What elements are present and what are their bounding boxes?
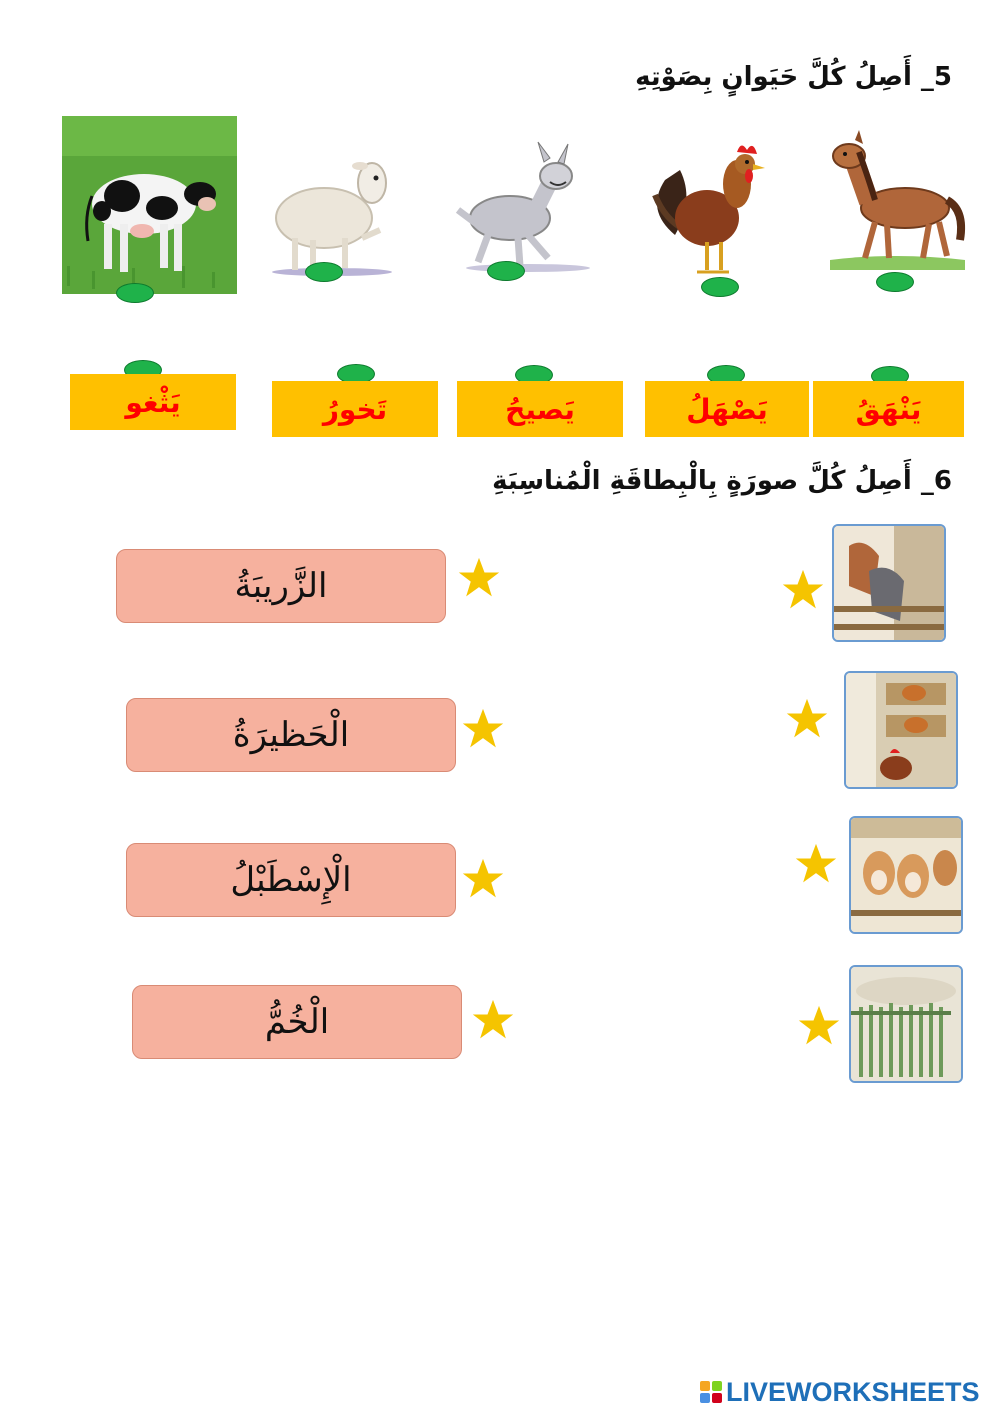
exercise6-title: 6_ أَصِلُ كُلَّ صورَةٍ بِالْبِطاقَةِ الْمُناسِبَةِ — [492, 466, 952, 496]
donkey-image — [448, 140, 598, 275]
place-label: الْحَظيرَةُ — [232, 715, 350, 755]
liveworksheets-logo[interactable] — [700, 1377, 980, 1407]
star-icon[interactable] — [456, 556, 502, 600]
place-card-pen — [116, 549, 446, 623]
chicken-coop-image — [844, 671, 958, 789]
sound-card-moo — [272, 381, 438, 437]
sound-card-bray — [813, 381, 964, 437]
sound-card-crow — [457, 381, 623, 437]
place-card-barn — [126, 698, 456, 772]
place-card-stable — [126, 843, 456, 917]
sound-card-neigh — [645, 381, 809, 437]
sound-label: يَصْهَلُ — [686, 392, 768, 426]
star-icon[interactable] — [460, 857, 506, 901]
place-label: الْخُمُّ — [264, 1002, 330, 1042]
brand-name: LIVEWORKSHEETS — [726, 1376, 980, 1407]
sound-label: يَثْغو — [125, 385, 181, 419]
star-icon[interactable] — [793, 842, 839, 886]
horse-image — [825, 130, 973, 270]
star-icon[interactable] — [470, 998, 516, 1042]
cow-barn-image — [849, 816, 963, 934]
sheep-image — [262, 138, 402, 278]
sheep-pen-image — [849, 965, 963, 1083]
star-icon[interactable] — [784, 697, 830, 741]
star-icon[interactable] — [780, 568, 826, 612]
star-icon[interactable] — [796, 1004, 842, 1048]
logo-squares-icon — [700, 1381, 722, 1403]
sound-card-bleat — [70, 374, 236, 430]
star-icon[interactable] — [460, 707, 506, 751]
cow-image — [62, 116, 237, 294]
rooster-image — [645, 140, 775, 278]
sound-label: يَصيحُ — [505, 392, 575, 426]
sound-label: تَخورُ — [322, 392, 388, 426]
sound-label: يَنْهَقُ — [855, 392, 922, 426]
cow-dot[interactable] — [116, 283, 154, 303]
donkey-dot[interactable] — [487, 261, 525, 281]
exercise5-title: 5_ أَصِلُ كُلَّ حَيَوانٍ بِصَوْتِهِ — [635, 62, 952, 92]
place-card-coop — [132, 985, 462, 1059]
sheep-dot[interactable] — [305, 262, 343, 282]
horse-dot[interactable] — [876, 272, 914, 292]
place-label: الْإِسْطَبْلُ — [230, 860, 352, 900]
place-label: الزَّريبَةُ — [234, 566, 328, 606]
rooster-dot[interactable] — [701, 277, 739, 297]
horse-stable-image — [832, 524, 946, 642]
